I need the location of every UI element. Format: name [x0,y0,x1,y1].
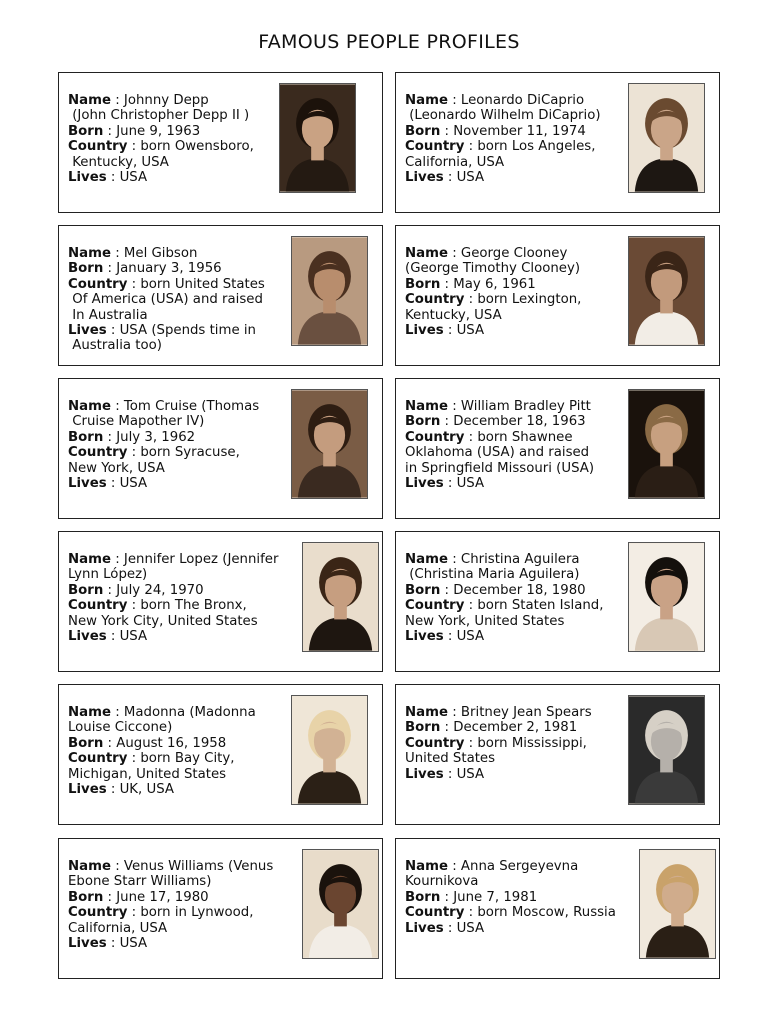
field-label: Name [405,399,448,414]
field-value: California, USA [68,920,168,936]
profile-line [405,552,603,567]
profile-line [405,261,581,276]
profile-line [405,277,581,292]
field-value: (Leonardo Wilhelm DiCaprio) [405,108,601,124]
field-value: : USA [106,476,148,492]
field-label: Born [405,276,441,292]
field-label: Name [68,399,111,414]
field-value: : Johnny Depp [110,93,209,108]
field-value: : June 17, 1980 [103,889,209,905]
field-value: Kentucky, USA [405,307,502,323]
field-value: : born The Bronx, [127,598,247,614]
profile-card [58,838,383,979]
field-value: : USA [443,476,485,492]
profile-line [68,736,256,751]
field-label: Name [405,93,448,108]
profile-line [405,859,616,874]
portrait-photo [628,542,705,652]
profile-line [68,567,278,582]
profile-card [395,72,720,213]
field-value: (Christina Maria Aguilera) [405,567,580,583]
field-label: Born [405,123,441,139]
field-value: : Jennifer Lopez (Jennifer [110,552,279,567]
portrait-icon [640,850,715,958]
profile-line [405,292,581,307]
profile-line [405,445,594,460]
profile-text [68,93,254,185]
profile-text [405,93,601,185]
profile-line [405,629,603,644]
field-label: Name [68,552,111,567]
field-label: Name [68,859,111,874]
profile-line [405,308,581,323]
field-value: : born in Lynwood, [127,905,254,921]
field-value: : Anna Sergeyevna [447,859,579,874]
portrait-photo [628,236,705,346]
portrait-photo [628,83,705,193]
field-value: : USA (Spends time in [106,323,256,339]
field-label: Born [68,582,104,598]
field-value: Kentucky, USA [68,154,169,170]
portrait-icon [292,237,367,345]
field-value: : August 16, 1958 [103,735,227,751]
portrait-icon [303,850,378,958]
field-value: New York City, United States [68,613,258,629]
portrait-photo [279,83,356,193]
field-value: Lynn López) [68,567,148,583]
profile-line [405,139,601,154]
page-title: FAMOUS PEOPLE PROFILES [258,31,520,53]
profile-text [68,399,259,491]
field-label: Country [405,735,465,751]
profile-line [68,338,265,353]
field-value: : June 7, 1981 [440,889,538,905]
field-value: (George Timothy Clooney) [405,261,581,277]
field-label: Lives [68,170,107,186]
profile-line [405,124,601,139]
profile-line [405,93,601,108]
profile-text [405,552,603,644]
portrait-icon [280,84,355,192]
field-label: Born [405,414,441,430]
field-label: Lives [68,629,107,645]
profile-line [405,155,601,170]
field-label: Born [405,720,441,736]
field-value: : USA [443,323,485,339]
field-value: : born Syracuse, [127,445,240,461]
field-value: : January 3, 1956 [103,261,222,277]
field-value: : July 24, 1970 [103,582,204,598]
field-label: Name [405,859,448,874]
field-label: Name [68,93,111,108]
portrait-icon [292,390,367,498]
portrait-icon [303,543,378,651]
profile-text [405,705,592,782]
field-value: : Christina Aguilera [447,552,580,567]
field-label: Name [405,246,448,261]
field-value: (John Christopher Depp II ) [68,108,250,124]
field-value: New York, United States [405,613,565,629]
profile-card [395,531,720,672]
field-label: Lives [405,323,444,339]
profile-line [405,323,581,338]
field-label: Lives [405,766,444,782]
profile-card [58,531,383,672]
profile-text [68,246,265,354]
field-value: : December 2, 1981 [440,720,578,736]
field-value: : Venus Williams (Venus [110,859,274,874]
field-value: Oklahoma (USA) and raised [405,445,590,461]
profile-card [58,72,383,213]
field-value: : George Clooney [447,246,568,261]
field-label: Country [405,598,465,614]
profile-card [58,225,383,366]
profile-line [68,720,256,735]
field-label: Born [68,735,104,751]
portrait-icon [629,84,704,192]
field-label: Born [405,582,441,598]
field-value: In Australia [68,307,148,323]
field-label: Name [405,552,448,567]
profile-line [68,155,254,170]
profile-line [405,905,616,920]
field-value: : born Shawnee [464,429,573,445]
profile-text [68,859,273,951]
profile-line [68,445,259,460]
field-value: : May 6, 1961 [440,276,536,292]
field-value: : Madonna (Madonna [110,705,256,720]
field-value: : USA [443,170,485,186]
field-value: : USA [443,629,485,645]
field-label: Born [68,429,104,445]
portrait-photo [639,849,716,959]
profile-line [68,705,256,720]
field-label: Country [68,276,128,292]
field-value: : born United States [127,276,265,292]
profile-line [68,476,259,491]
profile-line [68,261,265,276]
profile-text [68,552,278,644]
profile-line [405,246,581,261]
field-label: Lives [68,936,107,952]
field-label: Country [68,445,128,461]
field-label: Country [405,905,465,921]
profile-line [68,890,273,905]
field-value: : Mel Gibson [110,246,198,261]
field-value: Ebone Starr Williams) [68,874,212,890]
profile-line [405,705,592,720]
profile-line [68,751,256,766]
field-label: Country [405,292,465,308]
profile-line [405,399,594,414]
field-value: California, USA [405,154,505,170]
field-value: : Leonardo DiCaprio [447,93,585,108]
profile-line [68,859,273,874]
portrait-photo [302,849,379,959]
profile-card [395,225,720,366]
field-label: Name [68,705,111,720]
profile-line [405,751,592,766]
profile-line [68,583,278,598]
profile-line [68,93,254,108]
portrait-photo [628,389,705,499]
profile-line [68,124,254,139]
profile-line [68,308,265,323]
profile-line [68,461,259,476]
profile-line [405,414,594,429]
profile-line [68,292,265,307]
field-value: : born Lexington, [464,292,582,308]
profile-line [405,583,603,598]
field-value: Louise Ciccone) [68,720,173,736]
field-label: Name [68,246,111,261]
portrait-photo [291,389,368,499]
field-value: : USA [106,170,148,186]
profile-line [405,430,594,445]
profile-line [68,905,273,920]
profile-line [405,890,616,905]
profile-line [68,277,265,292]
profile-text [405,859,616,936]
profile-text [68,705,256,797]
field-value: : December 18, 1963 [440,414,586,430]
field-value: Kournikova [405,874,479,890]
field-label: Country [405,429,465,445]
field-value: : born Moscow, Russia [464,905,616,921]
profile-line [405,567,603,582]
field-value: : December 18, 1980 [440,582,586,598]
field-label: Born [405,889,441,905]
field-label: Born [68,889,104,905]
profile-card [58,684,383,825]
profile-line [68,170,254,185]
profile-card [395,378,720,519]
profile-line [68,629,278,644]
field-value: : July 3, 1962 [103,429,196,445]
portrait-icon [629,390,704,498]
profile-line [405,736,592,751]
portrait-photo [291,695,368,805]
field-value: in Springfield Missouri (USA) [405,460,595,476]
profile-line [68,767,256,782]
field-label: Lives [68,476,107,492]
profile-line [405,767,592,782]
field-label: Lives [405,170,444,186]
field-value: : Britney Jean Spears [447,705,592,720]
profile-line [68,874,273,889]
field-value: : USA [106,936,148,952]
profile-card [395,684,720,825]
profile-line [405,921,616,936]
profile-line [405,720,592,735]
field-value: : USA [443,766,485,782]
field-label: Country [68,905,128,921]
profile-line [68,399,259,414]
field-value: : born Los Angeles, [464,139,596,155]
field-label: Country [68,139,128,155]
field-label: Country [68,751,128,767]
profile-line [68,139,254,154]
field-value: United States [405,751,496,767]
profile-line [68,921,273,936]
profile-line [68,936,273,951]
profile-line [68,552,278,567]
field-value: : June 9, 1963 [103,123,201,139]
portrait-photo [302,542,379,652]
portrait-photo [628,695,705,805]
field-value: : November 11, 1974 [440,123,586,139]
profile-line [405,461,594,476]
profile-line [68,108,254,123]
field-label: Country [405,139,465,155]
profile-line [68,323,265,338]
field-value: : William Bradley Pitt [447,399,591,414]
profile-line [405,476,594,491]
field-label: Born [68,123,104,139]
field-label: Lives [405,476,444,492]
profile-card [58,378,383,519]
profile-card [395,838,720,979]
portrait-icon [629,237,704,345]
field-label: Country [68,598,128,614]
portrait-icon [629,696,704,804]
field-value: : USA [443,920,485,936]
field-value: Michigan, United States [68,766,227,782]
field-value: : Tom Cruise (Thomas [110,399,260,414]
profile-line [68,246,265,261]
profile-line [68,414,259,429]
field-value: Cruise Mapother IV) [68,414,205,430]
field-label: Name [405,705,448,720]
profile-line [68,598,278,613]
field-value: : born Owensboro, [127,139,254,155]
profile-line [68,614,278,629]
field-value: New York, USA [68,460,165,476]
field-value: : born Mississippi, [464,735,587,751]
field-label: Lives [68,782,107,798]
profile-line [405,598,603,613]
profile-line [68,430,259,445]
profile-line [405,170,601,185]
portrait-icon [292,696,367,804]
profile-text [405,246,581,338]
field-label: Born [68,261,104,277]
profile-line [68,782,256,797]
field-value: : UK, USA [106,782,174,798]
field-value: Of America (USA) and raised [68,292,263,308]
field-label: Lives [405,629,444,645]
field-value: : USA [106,629,148,645]
field-value: Australia too) [68,338,162,354]
portrait-photo [291,236,368,346]
profile-line [405,614,603,629]
profile-text [405,399,594,491]
field-value: : born Staten Island, [464,598,604,614]
portrait-icon [629,543,704,651]
field-value: : born Bay City, [127,751,235,767]
field-label: Lives [405,920,444,936]
profile-line [405,108,601,123]
field-label: Lives [68,323,107,339]
profile-line [405,874,616,889]
